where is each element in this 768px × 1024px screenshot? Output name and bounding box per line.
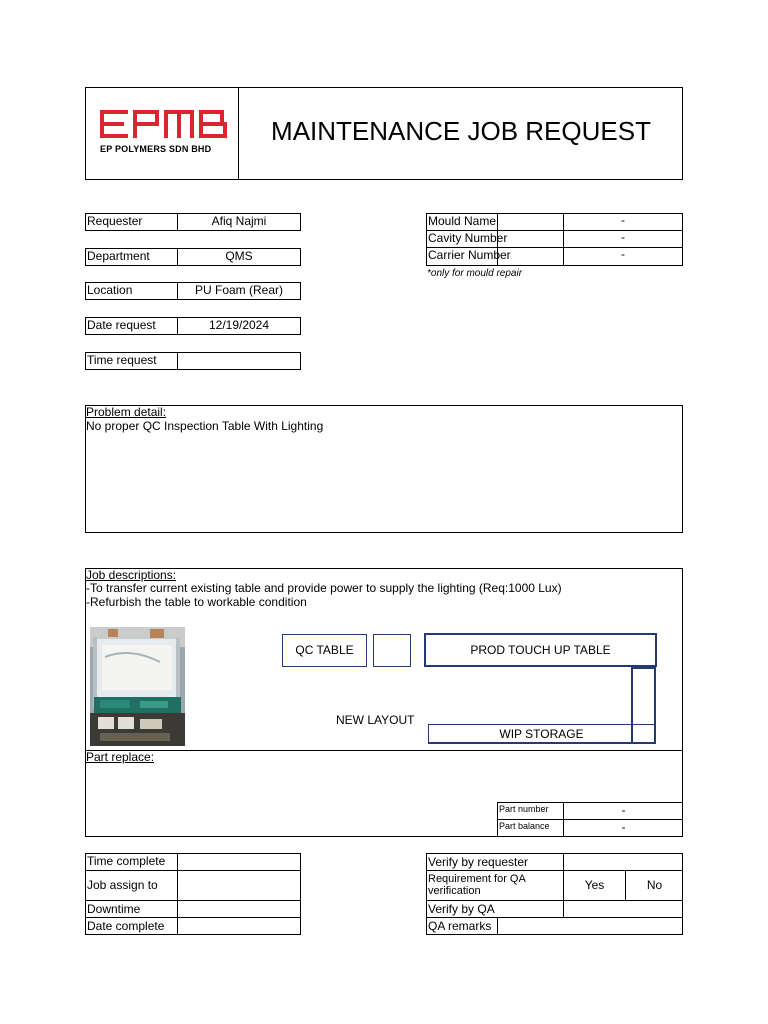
job-description-line-1: -To transfer current existing table and provide power to supply the lighting (Req:1000 Lux): [86, 581, 562, 595]
mould-note: *only for mould repair: [427, 268, 523, 279]
part-replace-heading: Part replace:: [86, 750, 155, 764]
time-complete-label: Time complete: [87, 854, 166, 868]
date-request-field[interactable]: 12/19/2024: [177, 317, 301, 335]
date-complete-label: Date complete: [87, 919, 165, 933]
epmb-logo-icon: [100, 108, 230, 140]
qa-remarks-field[interactable]: [498, 918, 682, 934]
verify-by-qa-field[interactable]: [564, 901, 682, 917]
part-balance-label: Part balance: [499, 821, 550, 831]
qa-requirement-no[interactable]: No: [646, 878, 663, 892]
qc-table-box: QC TABLE: [282, 634, 367, 667]
job-part-divider: [85, 750, 683, 751]
job-description-line-2: -Refurbish the table to workable condition: [86, 595, 307, 609]
department-label: Department: [85, 248, 178, 266]
problem-detail-text: No proper QC Inspection Table With Lighting: [86, 419, 324, 433]
location-label: Location: [85, 282, 178, 300]
mould-name-label: Mould Name: [428, 214, 497, 228]
cavity-number-label: Cavity Number: [428, 231, 508, 245]
part-number-field[interactable]: -: [621, 803, 626, 817]
table-photo: [90, 627, 185, 746]
cavity-number-field[interactable]: -: [621, 230, 625, 244]
time-complete-field[interactable]: [178, 854, 300, 870]
time-request-field[interactable]: [177, 352, 301, 370]
mould-name-field[interactable]: -: [621, 213, 625, 227]
department-field[interactable]: QMS: [177, 248, 301, 266]
time-request-label: Time request: [85, 352, 178, 370]
workbench-photo-icon: [90, 627, 185, 746]
carrier-number-field[interactable]: -: [621, 247, 625, 261]
part-number-label: Part number: [499, 804, 549, 814]
page-title: MAINTENANCE JOB REQUEST: [271, 116, 651, 146]
problem-detail-heading: Problem detail:: [86, 405, 167, 419]
requester-field[interactable]: Afiq Najmi: [177, 213, 301, 231]
carrier-number-label: Carrier Number: [428, 248, 511, 262]
qa-requirement-yes[interactable]: Yes: [584, 878, 605, 892]
part-balance-field[interactable]: -: [621, 820, 626, 834]
downtime-field[interactable]: [178, 901, 300, 917]
verify-by-requester-label: Verify by requester: [428, 855, 529, 869]
job-assign-label: Job assign to: [87, 878, 158, 892]
vertical-rack-box: [631, 667, 656, 744]
qa-requirement-label: Requirement for QA verification: [428, 873, 526, 897]
verify-by-requester-field[interactable]: [564, 854, 682, 870]
qa-remarks-label: QA remarks: [428, 919, 492, 933]
verify-by-qa-label: Verify by QA: [428, 902, 495, 916]
requester-label: Requester: [85, 213, 178, 231]
downtime-label: Downtime: [87, 902, 141, 916]
prod-touch-up-table-box: PROD TOUCH UP TABLE: [424, 633, 657, 667]
date-complete-field[interactable]: [178, 918, 300, 934]
logo-subtitle: EP POLYMERS SDN BHD: [100, 144, 212, 154]
job-assign-field[interactable]: [178, 871, 300, 900]
wip-storage-box: WIP STORAGE: [428, 724, 655, 744]
date-request-label: Date request: [85, 317, 178, 335]
job-description-heading: Job descriptions:: [86, 568, 177, 582]
small-table-box: [373, 634, 411, 667]
new-layout-label: NEW LAYOUT: [336, 713, 415, 727]
company-logo: [100, 108, 230, 158]
location-field[interactable]: PU Foam (Rear): [177, 282, 301, 300]
